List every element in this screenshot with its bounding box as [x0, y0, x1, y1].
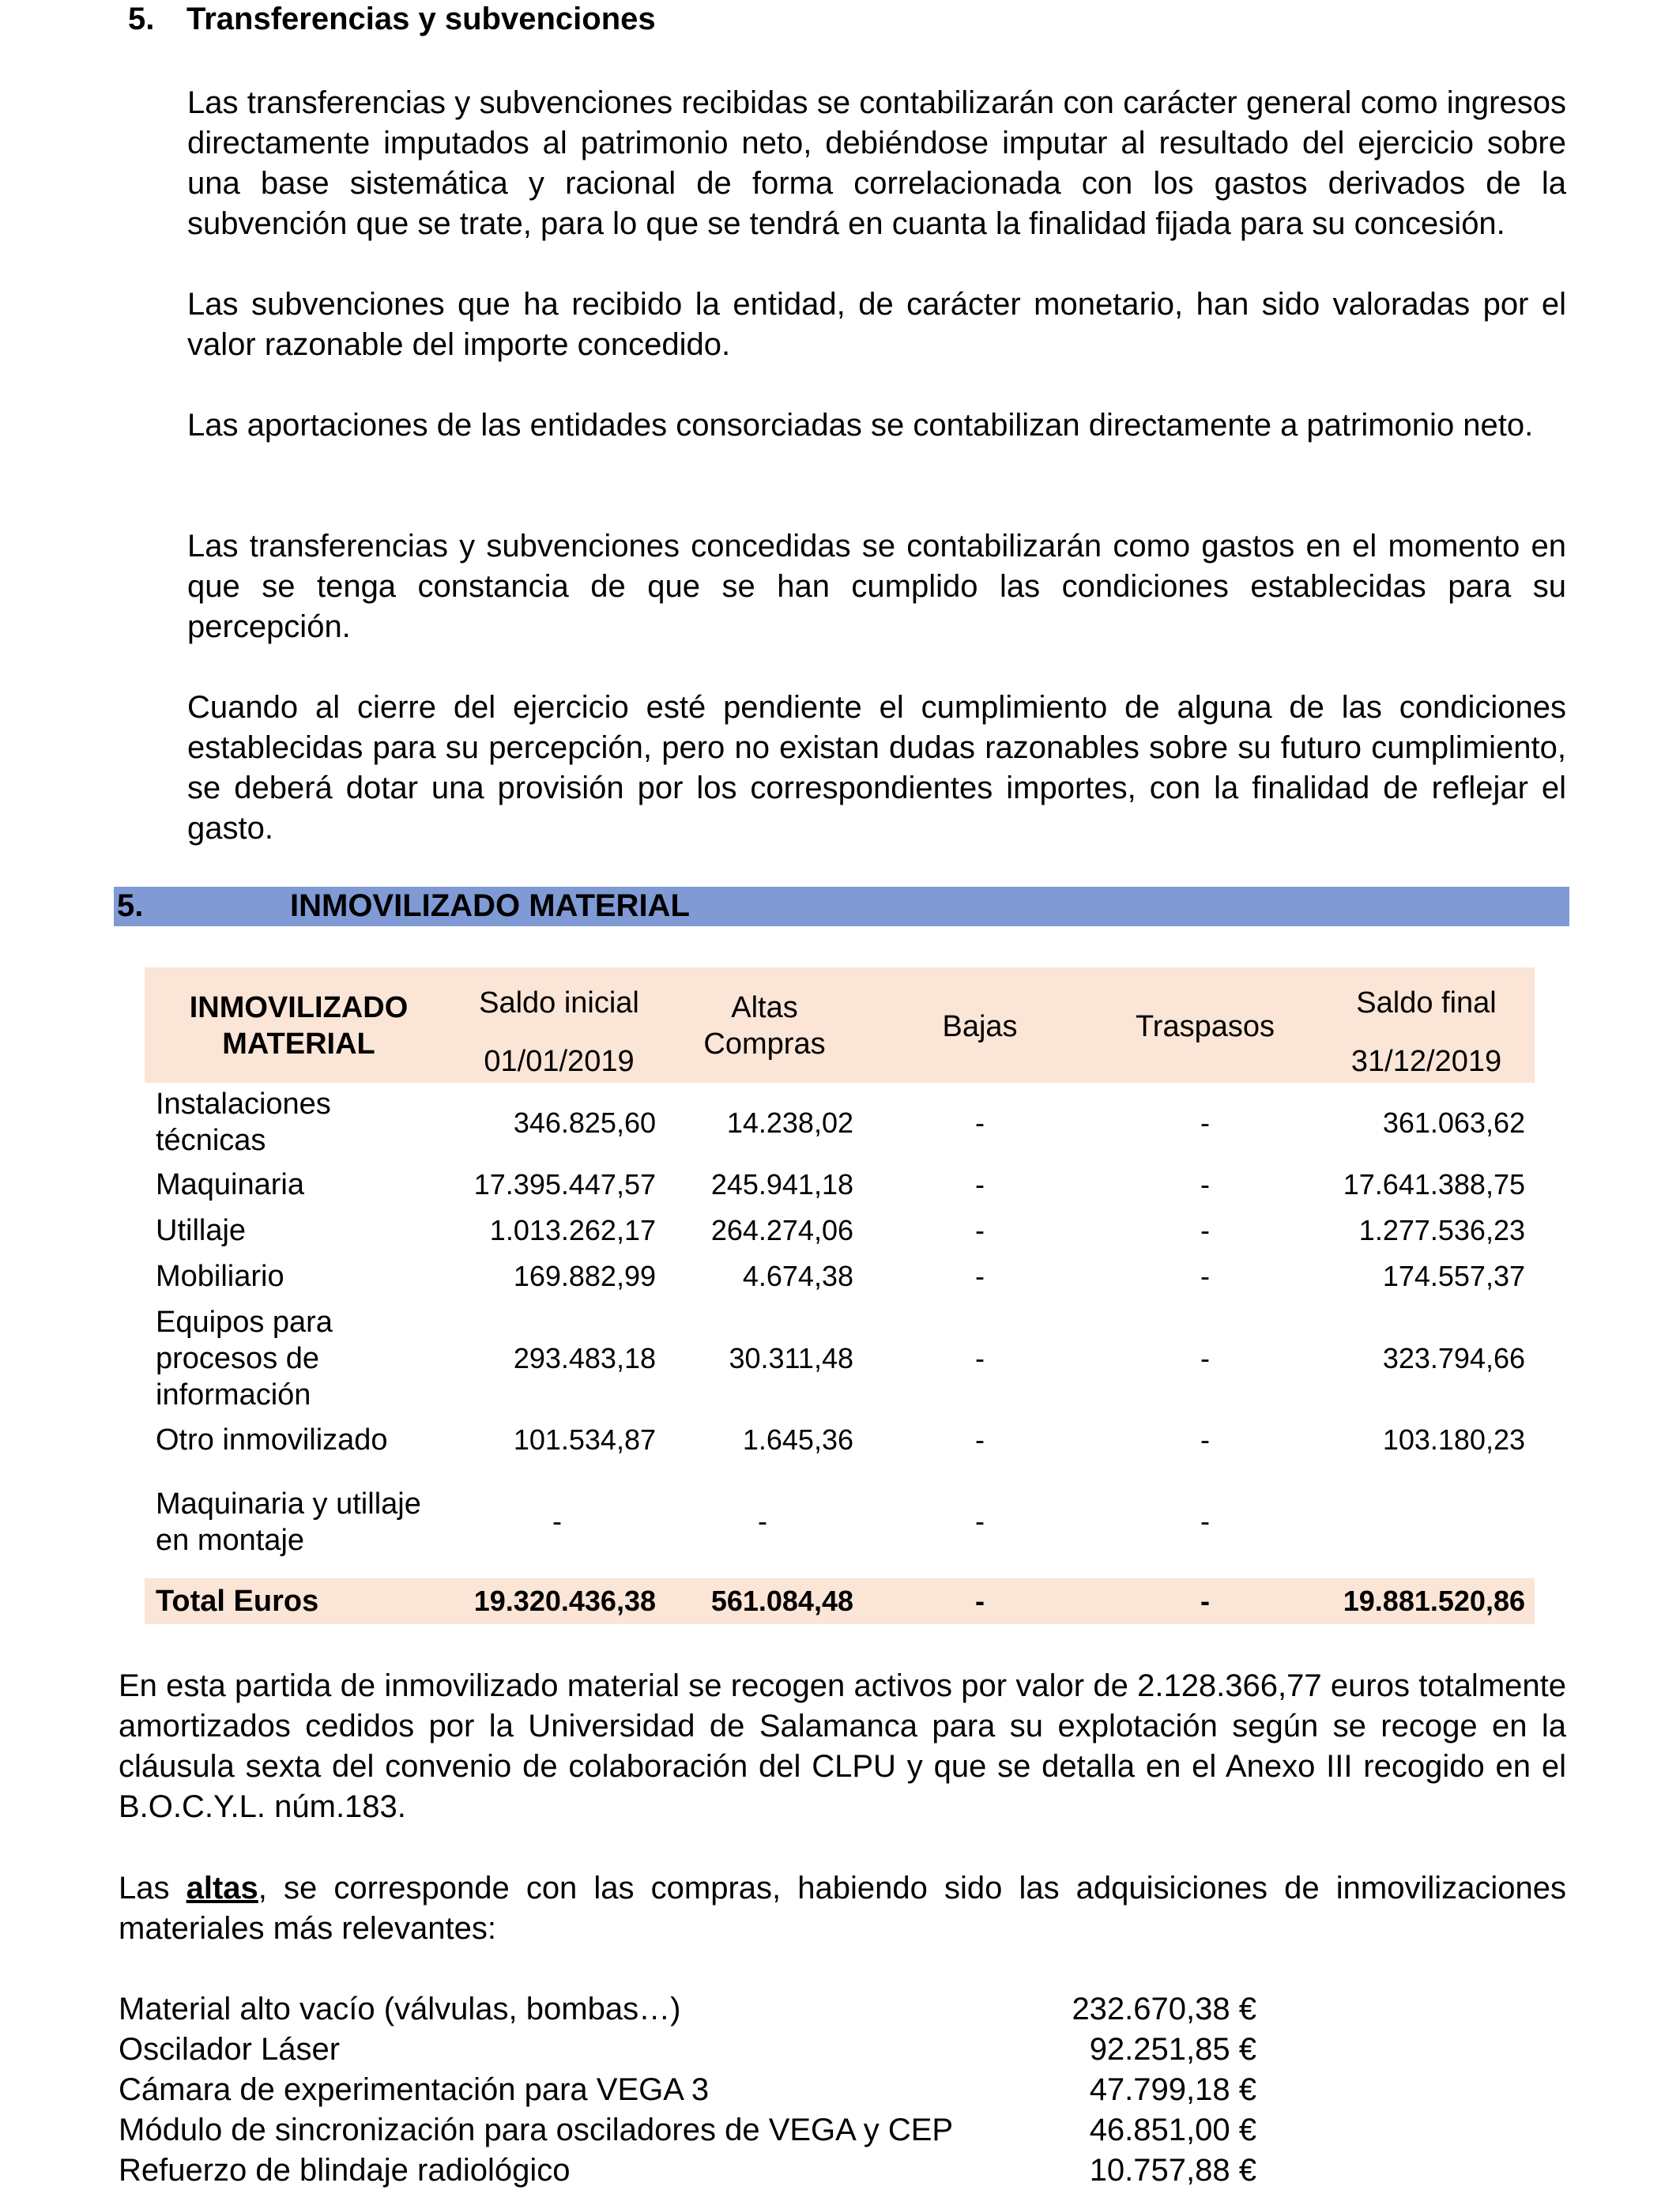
row-label: Equipos para [156, 1306, 333, 1339]
cell-altas: 4.674,38 [742, 1260, 853, 1292]
altas-intro-before: Las [119, 1871, 170, 1906]
acquisition-item: Material alto vacío (válvulas, bombas…) [119, 1992, 681, 2026]
cell-altas: 264.274,06 [710, 1214, 853, 1246]
section-heading-subvenciones [128, 2, 656, 37]
cell-saldo-inicial: 17.395.447,57 [473, 1168, 656, 1201]
cell-traspasos: - [1200, 1214, 1210, 1246]
cell-bajas: - [975, 1260, 985, 1292]
cell-saldo-inicial: 1.013.262,17 [489, 1214, 656, 1246]
cell-saldo-final: 1.277.536,23 [1358, 1214, 1525, 1246]
cell-bajas: - [975, 1342, 985, 1374]
acquisition-amount: 92.251,85 € [1089, 2032, 1256, 2067]
header-saldo-final-date: 31/12/2019 [1350, 1045, 1502, 1078]
header-col1-line2: MATERIAL [222, 1027, 375, 1061]
row-label: información [156, 1378, 311, 1412]
row-label: procesos de [156, 1342, 320, 1375]
cell-altas: 30.311,48 [729, 1342, 853, 1374]
cell-saldo-inicial: 169.882,99 [513, 1260, 656, 1292]
paragraph-altas-intro [119, 1868, 1566, 1949]
acquisition-item: Cámara de experimentación para VEGA 3 [119, 2072, 710, 2107]
acquisition-amount: 232.670,38 € [1072, 1992, 1256, 2026]
cell-bajas: - [975, 1505, 985, 1537]
cell-altas: 14.238,02 [726, 1106, 853, 1139]
acquisition-item: Refuerzo de blindaje radiológico [119, 2153, 571, 2188]
cell-saldo-final: 174.557,37 [1382, 1260, 1525, 1292]
cell-saldo-final: 103.180,23 [1382, 1423, 1525, 1456]
header-saldo-final: Saldo final [1356, 986, 1497, 1020]
cell-traspasos: - [1200, 1342, 1210, 1374]
cell-altas: 1.645,36 [742, 1423, 853, 1456]
row-label: técnicas [156, 1124, 266, 1157]
cell-traspasos: - [1200, 1505, 1210, 1537]
row-label: Instalaciones [156, 1088, 331, 1121]
row-label: Utillaje [156, 1214, 247, 1247]
cell-traspasos: - [1200, 1106, 1210, 1139]
row-label: Maquinaria [156, 1168, 304, 1201]
cell-traspasos: - [1200, 1260, 1210, 1292]
header-compras: Compras [703, 1027, 826, 1061]
cell-saldo-inicial: 293.483,18 [513, 1342, 656, 1374]
total-label: Total Euros [156, 1585, 319, 1618]
header-col1-line1: INMOVILIZADO [189, 991, 409, 1024]
row-label: Otro inmovilizado [156, 1423, 388, 1457]
total-traspasos: - [1200, 1585, 1210, 1617]
paragraph-2: Las subvenciones que ha recibido la entidad, de carácter monetario, han sido valoradas por el valor razonable del importe concedido. [187, 287, 1566, 362]
total-saldo-final: 19.881.520,86 [1343, 1585, 1525, 1617]
row-label: Mobiliario [156, 1260, 284, 1293]
cell-altas: - [758, 1505, 767, 1537]
row-label: Maquinaria y utillaje [156, 1487, 421, 1521]
paragraph-1: Las transferencias y subvenciones recibidas se contabilizarán con carácter general como ingresos directamente imputados al patrimonio neto, debiéndose imputar al resultado del ejercicio sobre una base sistemática y racional de forma correlacionada con los gastos derivados de la subvención que se trate, para lo que se tendrá en cuanta la finalidad fijada para su concesión. [187, 85, 1566, 241]
band-number: 5. [117, 888, 144, 923]
header-altas: Altas [731, 991, 798, 1024]
header-bajas: Bajas [942, 1010, 1018, 1043]
altas-intro-after: , se corresponde con las compras, habiendo sido las adquisiciones de inmovilizaciones materiales más relevantes: [119, 1871, 1566, 1946]
cell-saldo-inicial: 101.534,87 [513, 1423, 656, 1456]
band-title: INMOVILIZADO MATERIAL [290, 888, 690, 923]
header-saldo-inicial-date: 01/01/2019 [484, 1045, 635, 1078]
altas-word: altas [186, 1871, 258, 1906]
acquisition-amount: 47.799,18 € [1089, 2072, 1256, 2107]
cell-bajas: - [975, 1106, 985, 1139]
header-traspasos: Traspasos [1136, 1010, 1275, 1043]
cell-saldo-final: 323.794,66 [1382, 1342, 1525, 1374]
row-label: en montaje [156, 1524, 305, 1557]
paragraph-3: Las aportaciones de las entidades consorciadas se contabilizan directamente a patrimonio neto. [187, 408, 1534, 443]
section-number: 5. [128, 2, 155, 36]
paragraph-5: Cuando al cierre del ejercicio esté pendiente el cumplimiento de alguna de las condiciones establecidas para su percepción, pero no existan dudas razonables sobre su futuro cumplimiento, se deberá dotar una provisión por los correspondientes importes, con la finalidad de reflejar el gasto. [187, 690, 1566, 846]
paragraph-4: Las transferencias y subvenciones concedidas se contabilizarán como gastos en el momento en que se tenga constancia de que se han cumplido las condiciones establecidas para su percepción. [187, 529, 1566, 644]
acquisition-item: Módulo de sincronización para osciladores de VEGA y CEP [119, 2113, 954, 2147]
cell-bajas: - [975, 1214, 985, 1246]
cell-traspasos: - [1200, 1423, 1210, 1456]
cell-saldo-final: 17.641.388,75 [1343, 1168, 1525, 1201]
paragraph-after-table: En esta partida de inmovilizado material se recogen activos por valor de 2.128.366,77 euros totalmente amortizados cedidos por la Universidad de Salamanca para su explotación según se recoge en la cláusula sexta del convenio de colaboración del CLPU y que se detalla en el Anexo III recogido en el B.O.C.Y.L. núm.183. [119, 1668, 1566, 1824]
acquisition-item: Oscilador Láser [119, 2032, 341, 2067]
header-saldo-inicial: Saldo inicial [479, 986, 639, 1020]
section-band-inmovilizado [114, 887, 1569, 926]
cell-traspasos: - [1200, 1168, 1210, 1201]
acquisition-amount: 46.851,00 € [1089, 2113, 1256, 2147]
cell-saldo-inicial: 346.825,60 [513, 1106, 656, 1139]
cell-saldo-inicial: - [552, 1505, 562, 1537]
total-altas: 561.084,48 [710, 1585, 853, 1617]
cell-altas: 245.941,18 [710, 1168, 853, 1201]
section-title: Transferencias y subvenciones [186, 2, 656, 36]
total-bajas: - [975, 1585, 985, 1617]
cell-bajas: - [975, 1423, 985, 1456]
total-saldo-inicial: 19.320.436,38 [473, 1585, 656, 1617]
acquisition-amount: 10.757,88 € [1089, 2153, 1256, 2188]
cell-bajas: - [975, 1168, 985, 1201]
cell-saldo-final: 361.063,62 [1382, 1106, 1525, 1139]
